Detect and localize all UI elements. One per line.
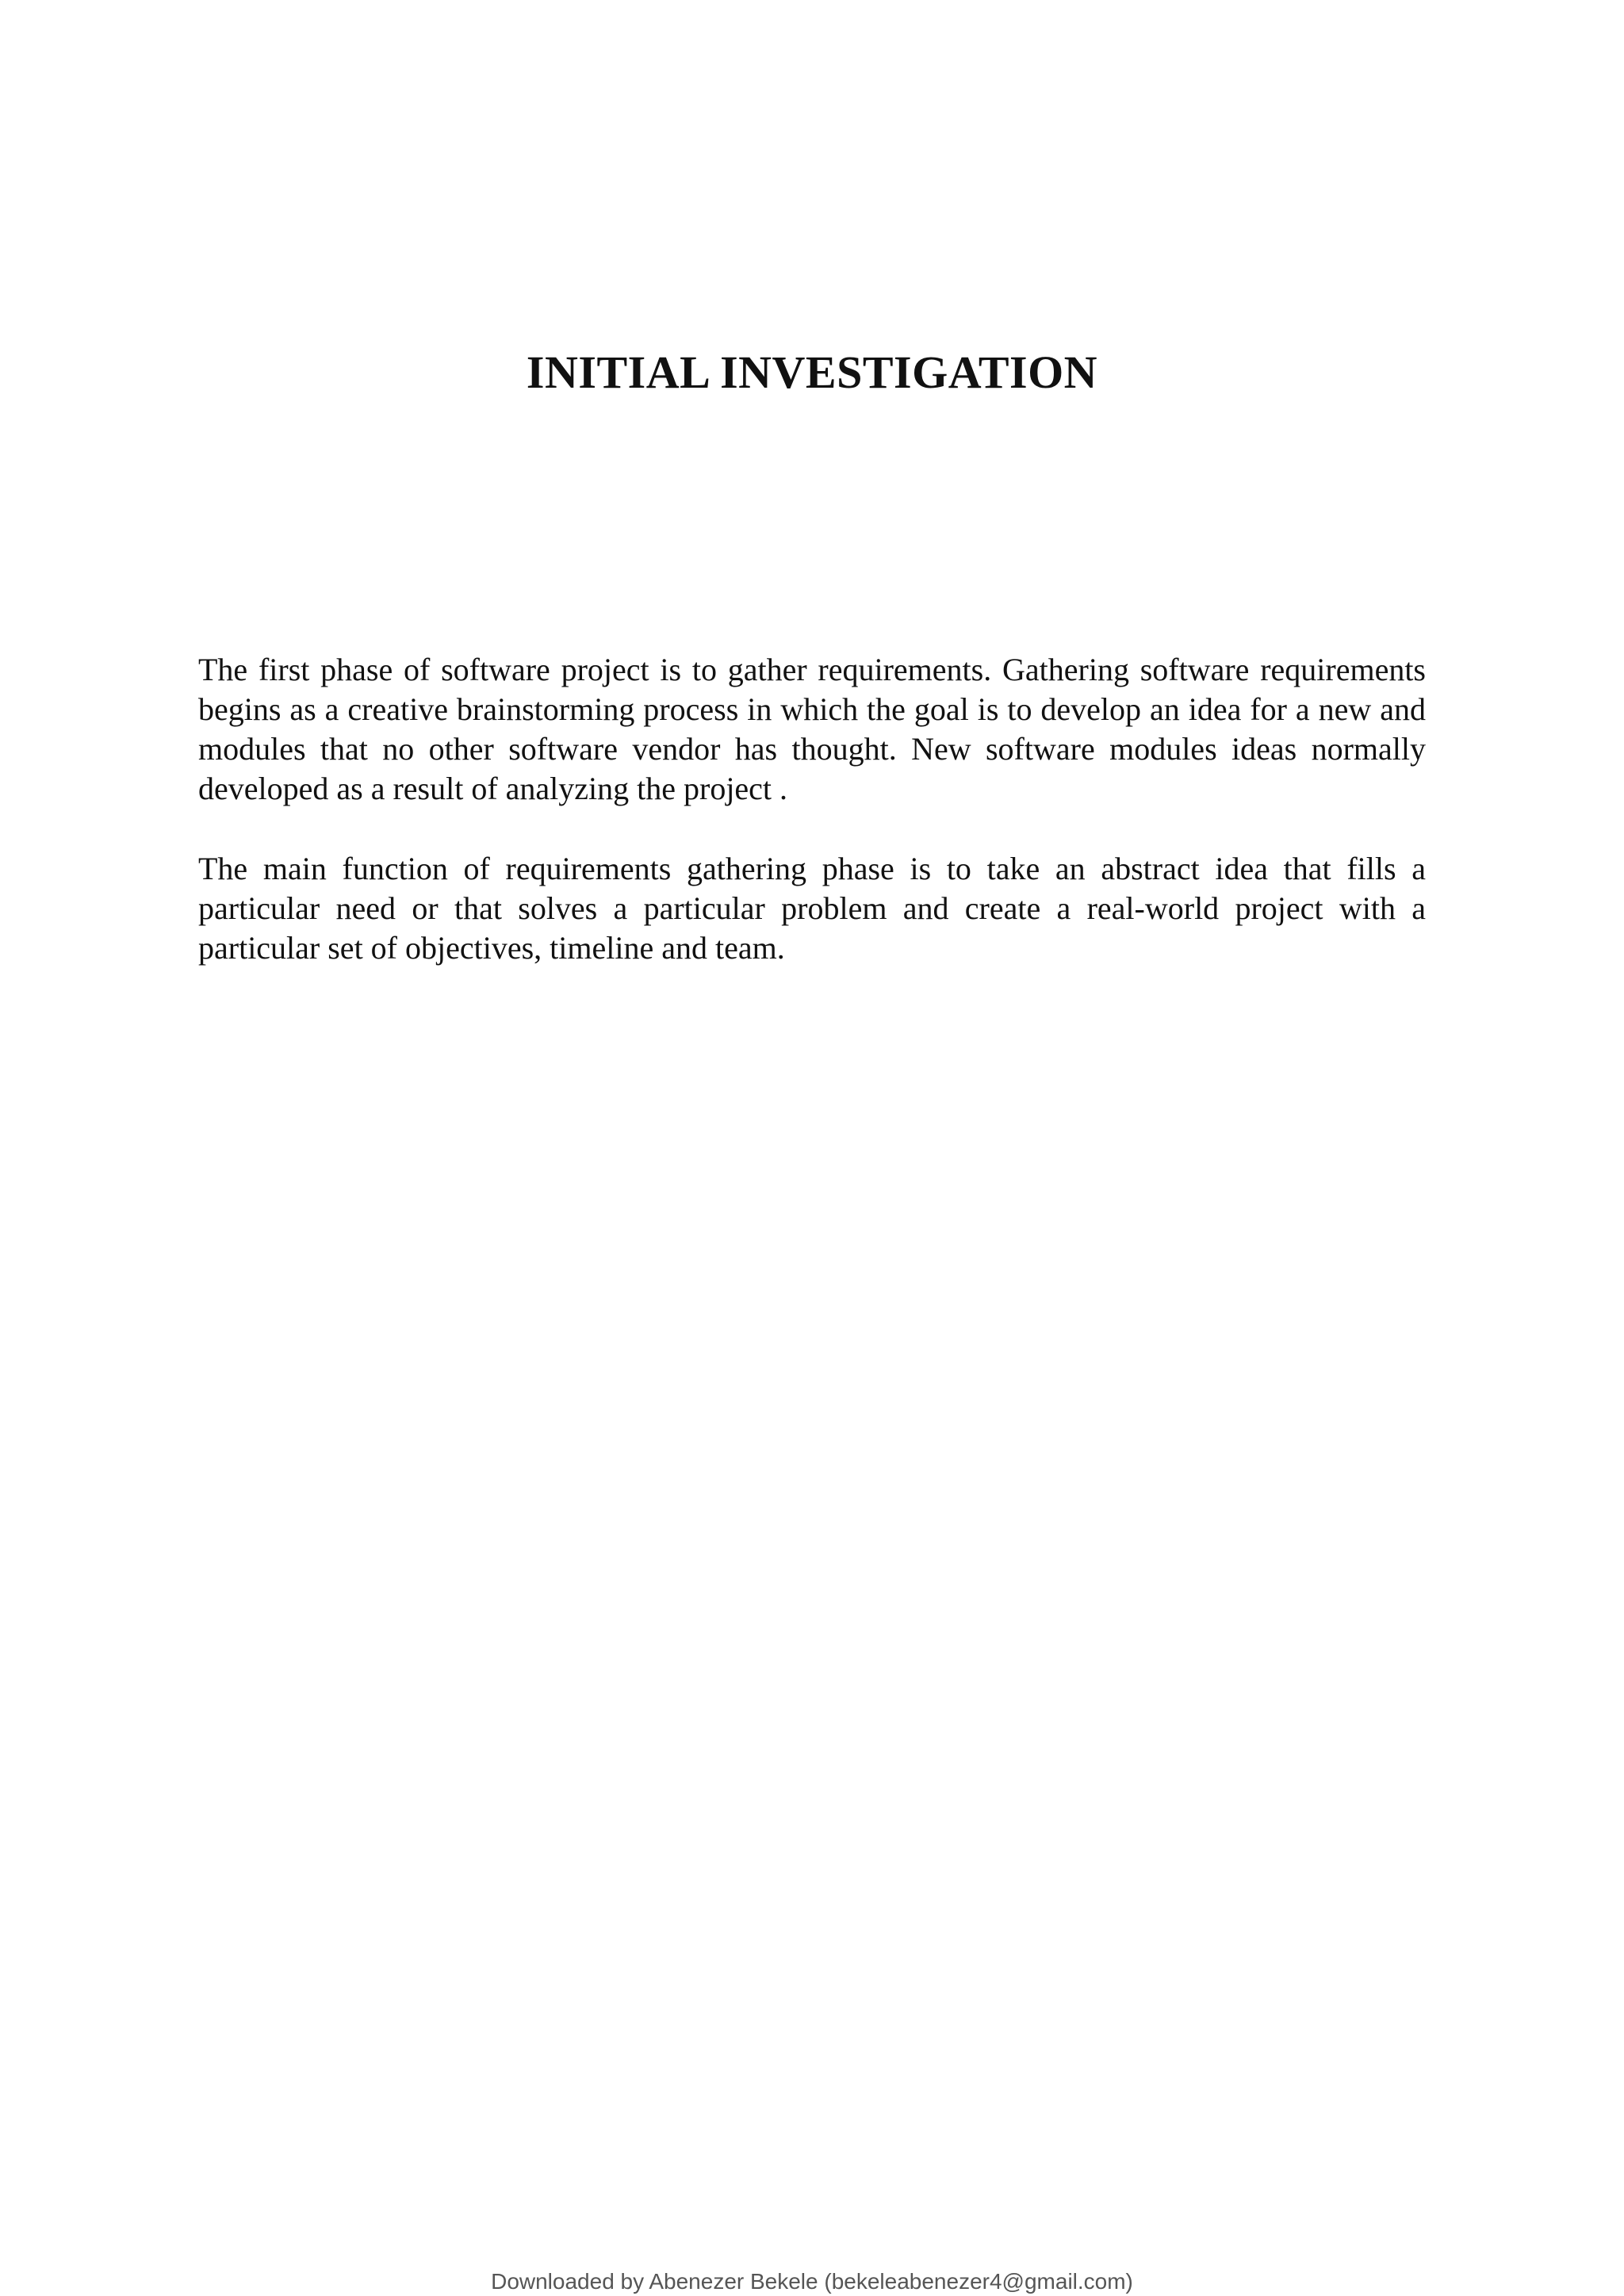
- page-title: INITIAL INVESTIGATION: [526, 346, 1098, 398]
- body-paragraph-1: The first phase of software project is to gather requirements. Gathering software requirements begins as a creative brainstorming process in which the goal is to develop an idea for a new and modules that no other software vendor has thought. New software modules ideas normally developed as a result of analyzing the project .: [198, 652, 1426, 806]
- download-footer: Downloaded by Abenezer Bekele (bekeleabenezer4@gmail.com): [491, 2269, 1133, 2294]
- body-paragraph-2: The main function of requirements gathering phase is to take an abstract idea that fills a particular need or that solves a particular problem and create a real-world project with a particular set of objectives, timeline and team.: [198, 851, 1426, 966]
